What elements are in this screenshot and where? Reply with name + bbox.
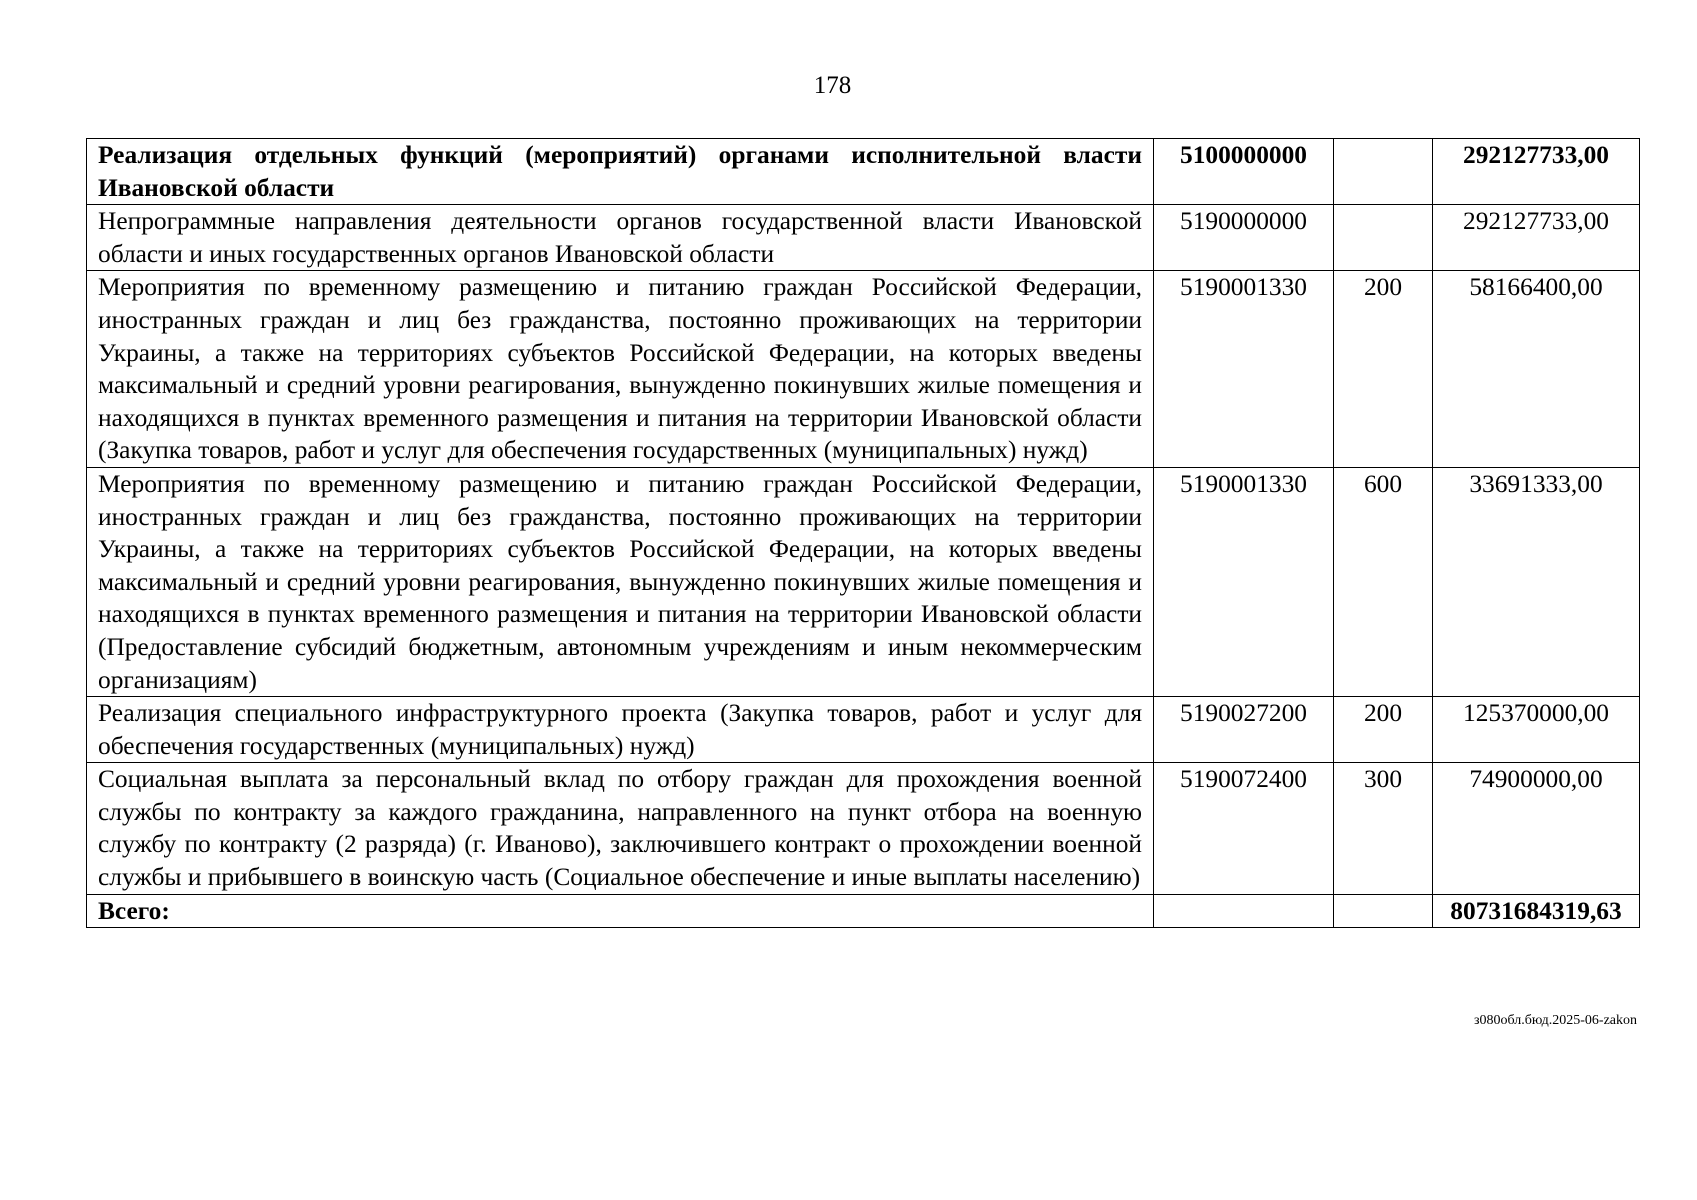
table-row	[87, 467, 1640, 696]
row-code: 5190001330	[1154, 467, 1334, 696]
row-name: Социальная выплата за персональный вклад по отбору граждан для прохождения военной службы по контракту за каждого гражданина, направленного на пункт отбора на военную службу по контракту (2 разряда) (г. Иваново), заключившего контракт о прохождении военной службы и прибывшего в воинскую часть (Социальное обеспечение и иные выплаты населению)	[87, 763, 1154, 894]
total-row	[87, 894, 1640, 928]
row-expense-type: 200	[1334, 271, 1433, 468]
row-sum: 292127733,00	[1433, 205, 1640, 271]
row-name: Реализация специального инфраструктурного проекта (Закупка товаров, работ и услуг для обеспечения государственных (муниципальных) нужд)	[87, 697, 1154, 763]
table-row	[87, 697, 1640, 763]
table-row	[87, 205, 1640, 271]
row-expense-type	[1334, 139, 1433, 205]
row-expense-type: 600	[1334, 467, 1433, 696]
total-expense-type	[1334, 894, 1433, 928]
row-name: Мероприятия по временному размещению и питанию граждан Российской Федерации, иностранных граждан и лиц без гражданства, постоянно проживающих на территории Украины, а также на территориях субъектов Российской Федерации, на которых введены максимальный и средний уровни реагирования, вынужденно покинувших жилые помещения и находящихся в пунктах временного размещения и питания на территории Ивановской области (Предоставление субсидий бюджетным, автономным учреждениям и иным некоммерческим организациям)	[87, 467, 1154, 696]
budget-table	[86, 138, 1640, 928]
table-row	[87, 271, 1640, 468]
row-code: 5190027200	[1154, 697, 1334, 763]
table-row	[87, 139, 1640, 205]
row-code: 5190001330	[1154, 271, 1334, 468]
row-expense-type: 300	[1334, 763, 1433, 894]
row-sum: 74900000,00	[1433, 763, 1640, 894]
row-name: Мероприятия по временному размещению и питанию граждан Российской Федерации, иностранных граждан и лиц без гражданства, постоянно проживающих на территории Украины, а также на территориях субъектов Российской Федерации, на которых введены максимальный и средний уровни реагирования, вынужденно покинувших жилые помещения и находящихся в пунктах временного размещения и питания на территории Ивановской области (Закупка товаров, работ и услуг для обеспечения государственных (муниципальных) нужд)	[87, 271, 1154, 468]
row-code: 5100000000	[1154, 139, 1334, 205]
row-code: 5190072400	[1154, 763, 1334, 894]
row-expense-type: 200	[1334, 697, 1433, 763]
row-sum: 33691333,00	[1433, 467, 1640, 696]
row-expense-type	[1334, 205, 1433, 271]
total-sum: 80731684319,63	[1433, 894, 1640, 928]
row-sum: 58166400,00	[1433, 271, 1640, 468]
total-label: Всего:	[87, 894, 1154, 928]
page-number: 178	[813, 72, 852, 99]
document-reference: з080обл.бюд.2025-06-zakon	[1473, 1013, 1637, 1028]
row-sum: 125370000,00	[1433, 697, 1640, 763]
row-name: Непрограммные направления деятельности органов государственной власти Ивановской области и иных государственных органов Ивановской области	[87, 205, 1154, 271]
table-row	[87, 763, 1640, 894]
total-code	[1154, 894, 1334, 928]
row-code: 5190000000	[1154, 205, 1334, 271]
row-name: Реализация отдельных функций (мероприятий) органами исполнительной власти Ивановской области	[87, 139, 1154, 205]
row-sum: 292127733,00	[1433, 139, 1640, 205]
